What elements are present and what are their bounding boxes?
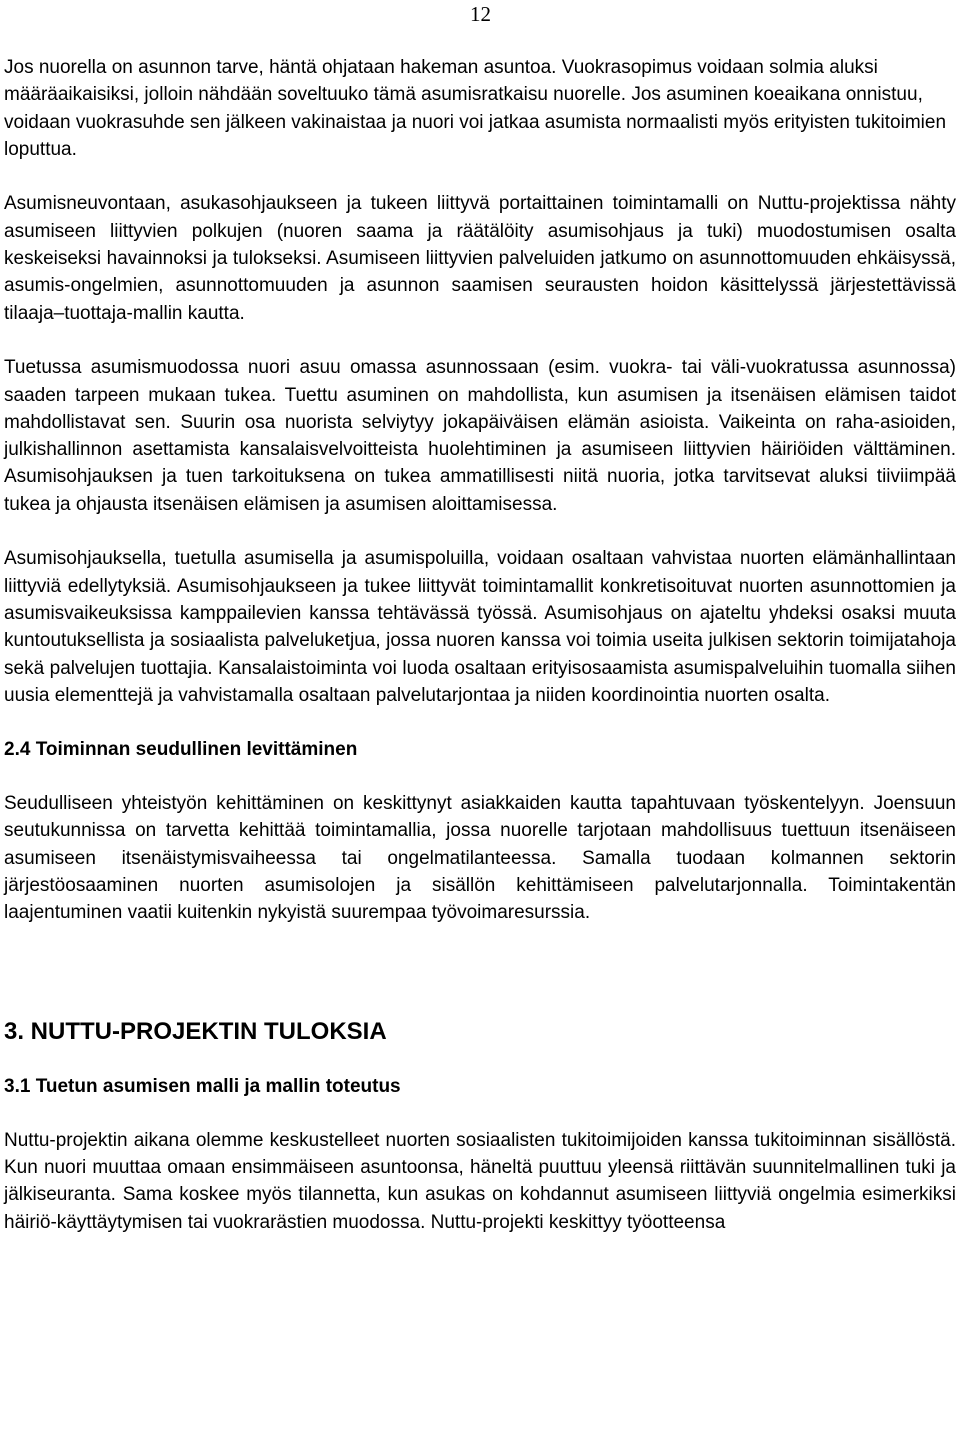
paragraph-housing-need: Jos nuorella on asunnon tarve, häntä ohjataan hakeman asuntoa. Vuokrasopimus voidaan solmia aluksi määräaikaisiksi, jolloin nähdään soveltuuko tämä asumisratkaisu nuorelle. Jos asuminen koeaikana onnistuu, voidaan vuokrasuhde sen jälkeen vakinaistaa ja nuori voi jatkaa asumista normaalisti myös erityisten tukitoimien loputtua. — [4, 57, 947, 160]
paragraph-supported-housing: Tuetussa asumismuodossa nuori asuu omassa asunnossaan (esim. vuokra- tai väli-vuokratussa asunnossa) saaden tarpeen mukaan tukea. Tuettu asuminen on mahdollista, kun asumisen ja itsenäisen elämisen taidot mahdollistavat sen. Suurin osa nuorista selviytyy jokapäiväisen elämän asioista. Vaikeinta on raha-asioiden, julkishallinnon asettamista kansalaisvelvoitteista huolehtiminen ja asumiseen liittyvien häiriöiden välttäminen. Asumisohjauksen ja tuen tarkoituksena on tukea ammatillisesti niitä nuoria, jotka tarvitsevat aluksi tiiviimpää tukea ja ohjausta itsenäisen elämisen ja asumisen aloittamisessa. — [4, 357, 956, 515]
document-body — [4, 54, 956, 1236]
page-number: 12 — [470, 2, 491, 26]
section-heading-3-1: 3.1 Tuetun asumisen malli ja mallin toteutus — [4, 1075, 401, 1097]
section-heading-2-4: 2.4 Toiminnan seudullinen levittäminen — [4, 739, 358, 761]
paragraph-nuttu-project: Nuttu-projektin aikana olemme keskustelleet nuorten sosiaalisten tukitoimijoiden kanssa tukitoiminnan sisällöstä. Kun nuori muuttaa omaan ensimmäiseen asuntoonsa, häneltä puuttuu yleensä riittävän suunnitelmallinen tuki ja jälkiseuranta. Sama koskee myös tilannetta, kun asukas on kohdannut asumiseen liittyviä ongelmia esimerkiksi häiriö-käyttäytymisen tai vuokrarästien muodossa. Nuttu-projekti keskittyy työotteensa — [4, 1129, 956, 1233]
paragraph-housing-guidance: Asumisohjauksella, tuetulla asumisella ja asumispoluilla, voidaan osaltaan vahvistaa nuorten elämänhallintaan liittyviä edellytyksiä. Asumisohjaukseen ja tukee liittyvät toimintamallit konkretisoituvat nuorten asunnottomien ja asumisvaikeuksissa kamppailevien kanssa tehtävässä työssä. Asumisohjaus on ajateltu yhdeksi osaksi muuta kuntoutuksellista ja sosiaalista palveluketjua, jossa nuoren kanssa voi toimia useita julkisen sektorin toimijatahoja sekä palvelujen tuottajia. Kansalaistoiminta voi luoda osaltaan erityisosaamista asumispalveluihin tuomalla siihen uusia elementtejä ja vahvistamalla osaltaan palvelutarjontaa ja niiden koordinointia nuorten osalta. — [4, 548, 956, 706]
paragraph-housing-counseling: Asumisneuvontaan, asukasohjaukseen ja tukeen liittyvä portaittainen toimintamalli on Nuttu-projektissa nähty asumiseen liittyvien polkujen (nuoren saama ja räätälöity asumisohjaus ja tuki) muodostumisen osalta keskeiseksi havainnoksi ja tulokseksi. Asumiseen liittyvien palveluiden jatkumo on asunnottomuuden ehkäisyssä, asumis-ongelmien, asunnottomuuden ja asunnon saamisen seurausten hoidon käsittelyssä järjestettävissä tilaaja–tuottaja-mallin kautta. — [4, 193, 956, 324]
paragraph-regional-cooperation: Seudulliseen yhteistyön kehittäminen on keskittynyt asiakkaiden kautta tapahtuvaan työskentelyyn. Joensuun seutukunnissa on tarvetta kehittää toimintamallia, jossa nuorelle tarjotaan mahdollisuus tuettuun itsenäiseen asumiseen itsenäistymisvaiheessa tai ongelmatilanteessa. Samalla tuodaan kolmannen sektorin järjestöosaaminen nuorten asumisolojen ja sisällön kehittämiseen palvelutarjonnalla. Toimintakentän laajentuminen vaatii kuitenkin nykyistä suurempaa työvoimaresurssia. — [4, 793, 956, 924]
chapter-heading-3: 3. NUTTU-PROJEKTIN TULOKSIA — [4, 1017, 387, 1045]
